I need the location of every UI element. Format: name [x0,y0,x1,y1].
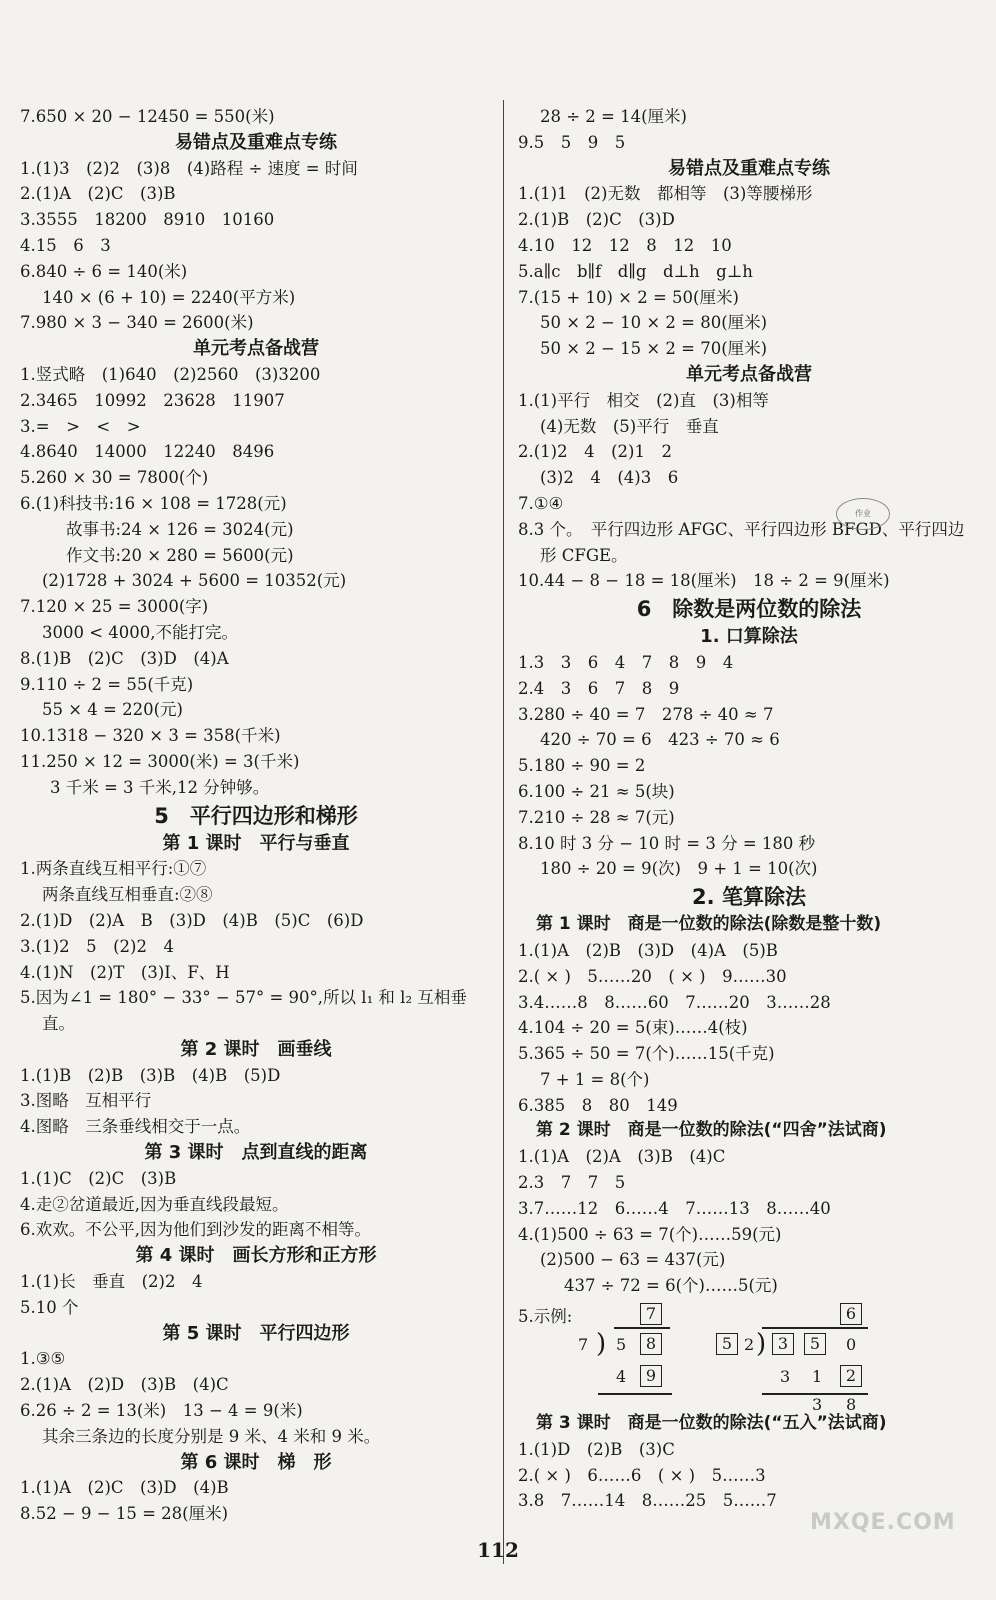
answer-line: 8.10 时 3 分 − 10 时 = 3 分 = 180 秒 [518,833,816,853]
answer-line: 7.210 ÷ 28 ≈ 7(元) [518,807,675,827]
section-heading: 第 1 课时 商是一位数的除法(除数是整十数) [536,914,882,935]
answer-line: 5.180 ÷ 90 = 2 [518,756,646,776]
answer-line: 2.(1)D (2)A B (3)D (4)B (5)C (6)D [20,910,364,930]
answer-line: 10.44 − 8 − 18 = 18(厘米) 18 ÷ 2 = 9(厘米) [518,571,890,591]
section-heading: 第 2 课时 画垂线 [180,1038,332,1060]
div2-product-2: 1 [812,1367,823,1387]
div2-dividend-box-1: 3 [772,1333,794,1355]
answer-line: 7.980 × 3 − 340 = 2600(米) [20,313,254,333]
answer-line: 6.100 ÷ 21 ≈ 5(块) [518,781,675,801]
answer-line: 3.= > < > [20,416,141,436]
div2-product-1: 3 [780,1367,791,1387]
div2-bracket: ) [756,1329,767,1360]
answer-line: 4.走②岔道最近,因为垂直线段最短。 [20,1194,289,1214]
section-heading: 单元考点备战营 [193,338,319,360]
div2-quotient-box: 6 [840,1303,862,1325]
div1-quotient-box: 7 [640,1303,662,1325]
div1-divisor: 7 [578,1335,589,1355]
div2-divisor-box: 5 [716,1333,738,1355]
answer-line: 1.(1)3 (2)2 (3)8 (4)路程 ÷ 速度 = 时间 [20,158,358,178]
answer-line: 1.(1)1 (2)无数 都相等 (3)等腰梯形 [518,184,813,204]
answer-line: 1.(1)长 垂直 (2)2 4 [20,1272,203,1292]
answer-line: 437 ÷ 72 = 6(个)……5(元) [564,1276,778,1296]
answer-line: 2.( × ) 5……20 ( × ) 9……30 [518,966,787,986]
answer-line: 9.110 ÷ 2 = 55(千克) [20,674,194,694]
answer-line: 1.3 3 6 4 7 8 9 4 [518,652,734,672]
div2-divisor-2: 2 [744,1335,755,1355]
div1-bracket: ) [596,1329,607,1360]
div2-product-box: 2 [840,1365,862,1387]
answer-line: 1.两条直线互相平行:①⑦ [20,859,207,879]
answer-line: 4.(1)500 ÷ 63 = 7(个)……59(元) [518,1224,782,1244]
section-heading: 5 平行四边形和梯形 [154,803,358,828]
answer-line: 50 × 2 − 15 × 2 = 70(厘米) [540,339,768,359]
left-column [20,104,492,1527]
page-number: 112 [477,1538,519,1562]
right-column [518,104,980,1514]
section-heading: 第 1 课时 平行与垂直 [162,832,350,854]
answer-line: 6.(1)科技书:16 × 108 = 1728(元) [20,493,287,513]
answer-line: 5.a∥c b∥f d∥g d⊥h g⊥h [518,261,753,281]
answer-line: 10.1318 − 320 × 3 = 358(千米) [20,726,281,746]
div2-dividend-3: 0 [846,1335,857,1355]
answer-line: 3000 < 4000,不能打完。 [42,622,239,642]
answer-line: 7 + 1 = 8(个) [540,1069,650,1089]
answer-line: 1.(1)A (2)A (3)B (4)C [518,1147,726,1167]
answer-line: 2.3 7 7 5 [518,1173,626,1193]
div2-remainder-2: 8 [846,1395,857,1415]
answer-line: 2.( × ) 6……6 ( × ) 5……3 [518,1465,766,1485]
answer-line: (2)1728 + 3024 + 5600 = 10352(元) [42,571,347,591]
answer-line: 5.365 ÷ 50 = 7(个)……15(千克) [518,1044,775,1064]
right-top-section [518,104,980,1299]
answer-line: 2.4 3 6 7 8 9 [518,678,680,698]
answer-line: 1.(1)平行 相交 (2)直 (3)相等 [518,390,769,410]
div2-dividend-box-2: 5 [804,1333,826,1355]
answer-line: 1.(1)A (2)B (3)D (4)A (5)B [518,940,778,960]
answer-line: 28 ÷ 2 = 14(厘米) [540,107,687,126]
answer-line: 5.10 个 [20,1297,79,1317]
example-label: 5.示例: [518,1307,573,1327]
answer-line: 1.(1)A (2)C (3)D (4)B [20,1478,229,1498]
answer-line: 故事书:24 × 126 = 3024(元) [66,519,294,539]
answer-line: 6.欢欢。不公平,因为他们到沙发的距离不相等。 [20,1220,371,1240]
answer-line: 1.(1)D (2)B (3)C [518,1439,675,1459]
answer-line: 1.③⑤ [20,1349,66,1369]
answer-line: 作文书:20 × 280 = 5600(元) [66,545,294,565]
answer-line: 3.4……8 8……60 7……20 3……28 [518,992,831,1012]
watermark: MXQE.COM [810,1510,956,1535]
answer-line: 两条直线互相垂直:②⑧ [42,885,213,905]
answer-line: 3.3555 18200 8910 10160 [20,210,275,230]
section-heading: 第 5 课时 平行四边形 [162,1322,350,1344]
answer-line: 2.(1)A (2)C (3)B [20,184,176,204]
answer-line: 180 ÷ 20 = 9(次) 9 + 1 = 10(次) [540,859,818,879]
answer-line: 4.15 6 3 [20,235,111,255]
answer-line: 2.(1)2 4 (2)1 2 [518,442,672,462]
section-heading: 第 2 课时 商是一位数的除法(“四舍”法试商) [536,1120,887,1141]
answer-line: 4.8640 14000 12240 8496 [20,442,275,462]
stamp: 作业 [836,498,890,530]
answer-line: 6.840 ÷ 6 = 140(米) [20,261,188,281]
answer-line: 其余三条边的长度分别是 9 米、4 米和 9 米。 [42,1426,381,1446]
section-heading: 第 3 课时 商是一位数的除法(“五入”法试商) [536,1413,887,1434]
div1-bracket-line [614,1327,670,1329]
answer-line: 7.650 × 20 − 12450 = 550(米) [20,107,275,126]
answer-line: 3.280 ÷ 40 = 7 278 ÷ 40 ≈ 7 [518,704,774,724]
answer-line: 3.7……12 6……4 7……13 8……40 [518,1198,831,1218]
answer-line: 7.①④ [518,493,564,513]
div1-dividend-box: 8 [640,1333,662,1355]
div2-bracket-line [762,1327,868,1329]
section-heading: 易错点及重难点专练 [175,131,337,153]
answer-line: 1.(1)C (2)C (3)B [20,1168,177,1188]
section-heading: 单元考点备战营 [686,363,812,385]
answer-line: 3.图略 互相平行 [20,1091,152,1111]
answer-line: 4.(1)N (2)T (3)I、F、H [20,962,230,982]
answer-line: (2)500 − 63 = 437(元) [540,1250,726,1270]
div1-product-box: 9 [640,1365,662,1387]
answer-line: 直。 [42,1014,75,1034]
answer-line: 420 ÷ 70 = 6 423 ÷ 70 ≈ 6 [540,730,780,750]
div1-dividend-1: 5 [616,1335,627,1355]
div1-result-line [598,1393,672,1395]
answer-line: 4.10 12 12 8 12 10 [518,235,732,255]
answer-line: 2.3465 10992 23628 11907 [20,390,285,410]
answer-line: 3 千米 = 3 千米,12 分钟够。 [50,777,270,797]
answer-line: 4.104 ÷ 20 = 5(束)……4(枝) [518,1018,748,1038]
div1-product-1: 4 [616,1367,627,1387]
section-heading: 第 6 课时 梯 形 [180,1451,332,1473]
section-heading: 2. 笔算除法 [692,885,806,910]
answer-line: 8.3 个。 平行四边形 AFGC、平行四边形 BFGD、平行四边 [518,519,965,539]
answer-line: 8.(1)B (2)C (3)D (4)A [20,648,229,668]
section-heading: 第 3 课时 点到直线的距离 [144,1142,368,1164]
answer-line: 8.52 − 9 − 15 = 28(厘米) [20,1504,229,1524]
answer-line: 1.(1)B (2)B (3)B (4)B (5)D [20,1065,281,1085]
column-divider [503,100,504,1564]
answer-line: 9.5 5 9 5 [518,132,626,152]
answer-line: 3.8 7……14 8……25 5……7 [518,1491,777,1511]
answer-line: 6.385 8 80 149 [518,1095,678,1115]
section-heading: 第 4 课时 画长方形和正方形 [135,1245,377,1267]
answer-line: 1.竖式略 (1)640 (2)2560 (3)3200 [20,364,321,384]
answer-line: 形 CFGE。 [540,545,628,565]
answer-line: 7.(15 + 10) × 2 = 50(厘米) [518,287,739,307]
answer-line: 2.(1)B (2)C (3)D [518,210,675,230]
answer-line: 6.26 ÷ 2 = 13(米) 13 − 4 = 9(米) [20,1401,303,1421]
answer-line: 140 × (6 + 10) = 2240(平方米) [42,287,296,307]
answer-line: 4.图略 三条垂线相交于一点。 [20,1117,251,1137]
section-heading: 1. 口算除法 [700,626,798,648]
answer-line: (4)无数 (5)平行 垂直 [540,416,719,436]
division-example [518,1299,980,1415]
right-bottom-section [518,1411,980,1514]
section-heading: 6 除数是两位数的除法 [636,597,862,622]
answer-line: 50 × 2 − 10 × 2 = 80(厘米) [540,313,768,333]
answer-line: 5.因为∠1 = 180° − 33° − 57° = 90°,所以 l₁ 和 l₂ 互相垂 [20,988,467,1008]
answer-line: 2.(1)A (2)D (3)B (4)C [20,1375,229,1395]
section-heading: 易错点及重难点专练 [668,157,830,179]
answer-line: 55 × 4 = 220(元) [42,700,183,720]
div2-remainder-1: 3 [812,1395,823,1415]
answer-line: 11.250 × 12 = 3000(米) = 3(千米) [20,751,300,771]
answer-line: 7.120 × 25 = 3000(字) [20,597,209,617]
answer-line: 5.260 × 30 = 7800(个) [20,468,209,488]
answer-line: 3.(1)2 5 (2)2 4 [20,936,174,956]
answer-line: (3)2 4 (4)3 6 [540,468,679,488]
